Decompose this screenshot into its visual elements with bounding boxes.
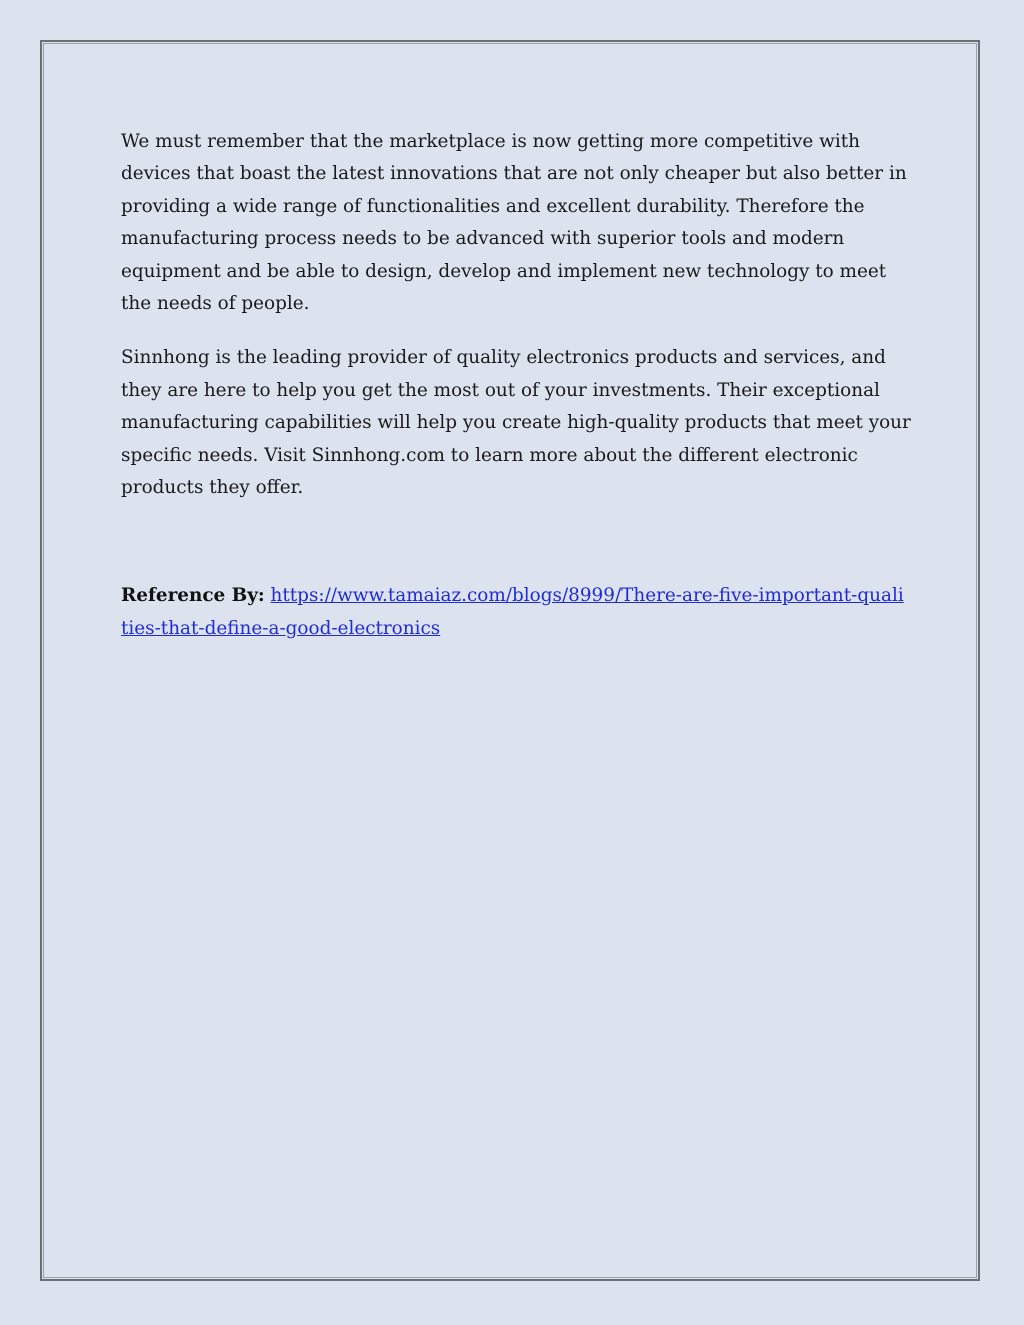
document-body bbox=[121, 126, 911, 645]
reference-label: Reference By: bbox=[121, 585, 265, 607]
reference-line bbox=[121, 580, 911, 645]
paragraph-sinnhong: Sinnhong is the leading provider of quality electronics products and services, and they are here to help you get the most out of your investments. Their exceptional manufacturing capabilities will help you create high-quality products that meet your specific needs. Visit Sinnhong.com to learn more about the different electronic products they offer. bbox=[121, 347, 911, 499]
reference-link[interactable]: https://www.tamaiaz.com/blogs/8999/There-are-five-important-qualities-that-define-a-good-electronics bbox=[121, 585, 904, 639]
paragraph-marketplace: We must remember that the marketplace is now getting more competitive with devices that boast the latest innovations that are not only cheaper but also better in providing a wide range of functionalities and excellent durability. Therefore the manufacturing process needs to be advanced with superior tools and modern equipment and be able to design, develop and implement new technology to meet the needs of people. bbox=[121, 131, 907, 315]
